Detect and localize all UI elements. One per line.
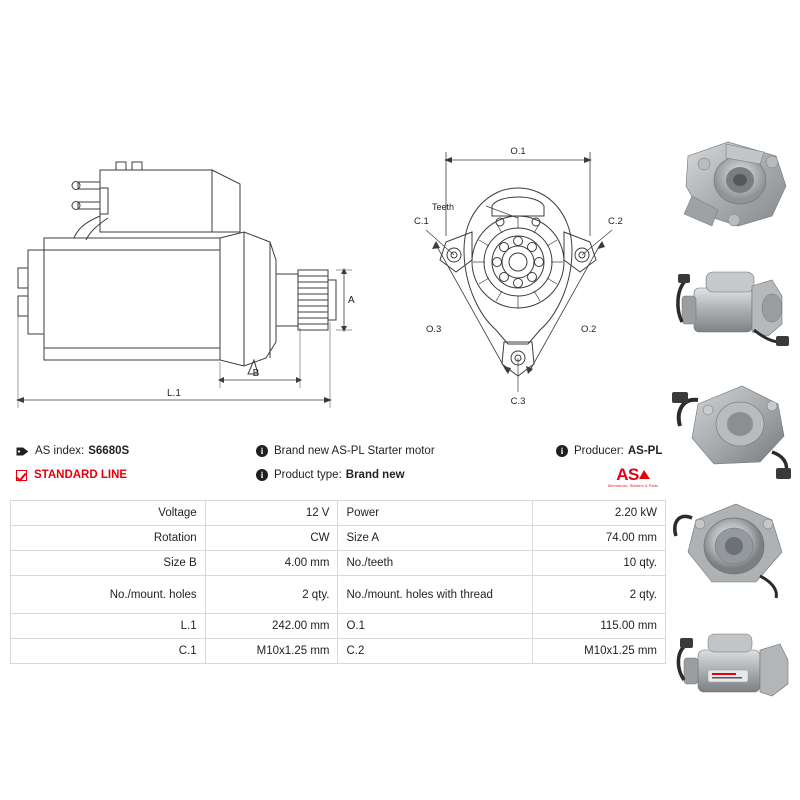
dimension-label-c3: C.3 bbox=[510, 396, 526, 407]
product-photo-front-view[interactable] bbox=[668, 490, 798, 608]
spec-value: M10x1.25 mm bbox=[533, 639, 666, 664]
table-row bbox=[11, 551, 666, 576]
table-row bbox=[11, 614, 666, 639]
checkbox-checked-icon bbox=[16, 470, 27, 481]
product-type-label: Product type: bbox=[274, 469, 342, 481]
spec-key: C.2 bbox=[338, 639, 533, 664]
producer-cell bbox=[556, 444, 676, 458]
info-icon: i bbox=[556, 445, 568, 457]
info-row-primary bbox=[16, 444, 676, 468]
spec-key: Power bbox=[338, 501, 533, 526]
aspl-logo-word bbox=[598, 466, 668, 483]
dimension-label-c2: C.2 bbox=[608, 216, 623, 227]
standard-line-cell bbox=[16, 468, 256, 482]
producer-value: AS-PL bbox=[627, 445, 663, 457]
aspl-logo-tagline: Alternators, Starters & Parts bbox=[607, 484, 659, 488]
product-type-value: Brand new bbox=[345, 469, 405, 481]
product-photo-angled-view[interactable] bbox=[668, 370, 798, 488]
spec-key: C.1 bbox=[11, 639, 206, 664]
spec-value: 242.00 mm bbox=[205, 614, 338, 639]
dimension-label-c1: C.1 bbox=[414, 216, 429, 227]
spec-key: Size B bbox=[11, 551, 206, 576]
spec-value: M10x1.25 mm bbox=[205, 639, 338, 664]
aspl-logo-mark bbox=[639, 470, 650, 481]
dimension-label-l1: L.1 bbox=[167, 388, 181, 399]
product-info-block bbox=[16, 444, 676, 492]
spec-value: 2.20 kW bbox=[533, 501, 666, 526]
spec-value: 115.00 mm bbox=[533, 614, 666, 639]
technical-drawing-front-view bbox=[368, 110, 668, 430]
product-photo-side-view[interactable] bbox=[668, 250, 798, 368]
dimension-label-b: B bbox=[252, 368, 260, 379]
spec-key: Size A bbox=[338, 526, 533, 551]
spec-value: 10 qty. bbox=[533, 551, 666, 576]
spec-key: No./mount. holes with thread bbox=[338, 576, 533, 614]
spec-key: Voltage bbox=[11, 501, 206, 526]
aspl-brand-logo bbox=[598, 466, 668, 488]
standard-line-badge bbox=[16, 468, 127, 482]
technical-drawing-side-view bbox=[8, 110, 358, 430]
spec-value: 2 qty. bbox=[205, 576, 338, 614]
spec-value: 12 V bbox=[205, 501, 338, 526]
spec-key: No./mount. holes bbox=[11, 576, 206, 614]
product-description: Brand new AS-PL Starter motor bbox=[274, 445, 435, 457]
as-index-cell bbox=[16, 444, 256, 458]
spec-value: 2 qty. bbox=[533, 576, 666, 614]
spec-key: L.1 bbox=[11, 614, 206, 639]
product-photo-top-view[interactable] bbox=[668, 130, 798, 248]
info-row-secondary bbox=[16, 468, 676, 492]
spec-key: No./teeth bbox=[338, 551, 533, 576]
spec-value: CW bbox=[205, 526, 338, 551]
front-view-svg bbox=[368, 110, 668, 430]
as-index-label: AS index: bbox=[35, 445, 85, 457]
dimension-label-teeth: Teeth bbox=[431, 202, 454, 212]
description-cell bbox=[256, 444, 556, 458]
dimension-label-o1: O.1 bbox=[510, 146, 526, 157]
as-index-value: S6680S bbox=[88, 445, 130, 457]
table-row bbox=[11, 639, 666, 664]
standard-line-label: STANDARD LINE bbox=[34, 469, 128, 481]
dimension-label-o2: O.2 bbox=[581, 324, 597, 335]
dimension-label-o3: O.3 bbox=[426, 324, 442, 335]
spec-value: 74.00 mm bbox=[533, 526, 666, 551]
spec-key: Rotation bbox=[11, 526, 206, 551]
table-row bbox=[11, 526, 666, 551]
info-icon: i bbox=[256, 469, 268, 481]
info-icon: i bbox=[256, 445, 268, 457]
specifications-table bbox=[10, 500, 666, 664]
tag-icon bbox=[16, 446, 29, 457]
table-row bbox=[11, 501, 666, 526]
product-type-cell bbox=[256, 468, 556, 482]
producer-label: Producer: bbox=[574, 445, 624, 457]
spec-key: O.1 bbox=[338, 614, 533, 639]
side-view-svg bbox=[8, 110, 358, 430]
aspl-logo-text: AS bbox=[616, 465, 639, 484]
table-row bbox=[11, 576, 666, 614]
spec-value: 4.00 mm bbox=[205, 551, 338, 576]
product-photo-rear-view[interactable] bbox=[668, 610, 798, 728]
dimension-label-a: A bbox=[348, 295, 355, 306]
product-photo-strip bbox=[668, 130, 798, 728]
